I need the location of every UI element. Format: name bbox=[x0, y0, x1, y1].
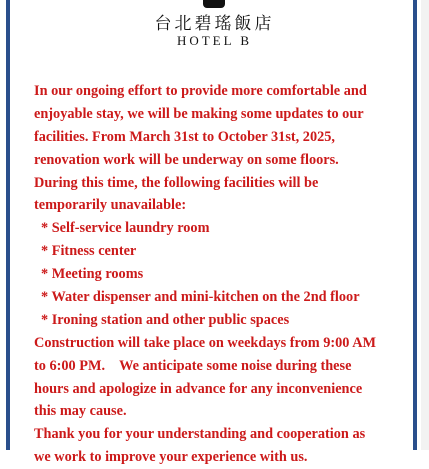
hotel-logo-icon bbox=[203, 0, 225, 8]
notice-line: Construction will take place on weekdays from 9:00 AM bbox=[34, 334, 377, 351]
notice-line: Thank you for your understanding and cooperation as bbox=[34, 426, 366, 443]
notice-line: we work to improve your experience with us. bbox=[34, 449, 308, 466]
notice-line: temporarily unavailable: bbox=[34, 197, 187, 214]
notice-line: enjoyable stay, we will be making some updates to our bbox=[34, 105, 364, 122]
renovation-notice bbox=[34, 80, 404, 469]
notice-line: this may cause. bbox=[34, 403, 127, 420]
notice-line: renovation work will be underway on some floors. bbox=[34, 151, 339, 168]
notice-line: hours and apologize in advance for any inconvenience bbox=[34, 380, 363, 397]
notice-line: to 6:00 PM. We anticipate some noise during these bbox=[34, 357, 352, 374]
facility-item-water-dispenser: * Water dispenser and mini-kitchen on the 2nd floor bbox=[41, 289, 360, 306]
notice-line: During this time, the following facilities will be bbox=[34, 174, 319, 191]
facility-item-meeting-rooms: * Meeting rooms bbox=[41, 266, 144, 283]
facility-item-fitness: * Fitness center bbox=[41, 243, 137, 260]
facility-item-laundry: * Self-service laundry room bbox=[41, 220, 210, 237]
notice-line: In our ongoing effort to provide more comfortable and bbox=[34, 83, 367, 99]
hotel-name-chinese: 台北碧瑤飯店 bbox=[154, 14, 275, 34]
facility-item-ironing-station: * Ironing station and other public spaces bbox=[41, 311, 290, 328]
notice-line: facilities. From March 31st to October 31st, 2025, bbox=[34, 128, 335, 145]
page-edge bbox=[421, 0, 429, 450]
hotel-name-english: HOTEL B bbox=[176, 33, 253, 48]
